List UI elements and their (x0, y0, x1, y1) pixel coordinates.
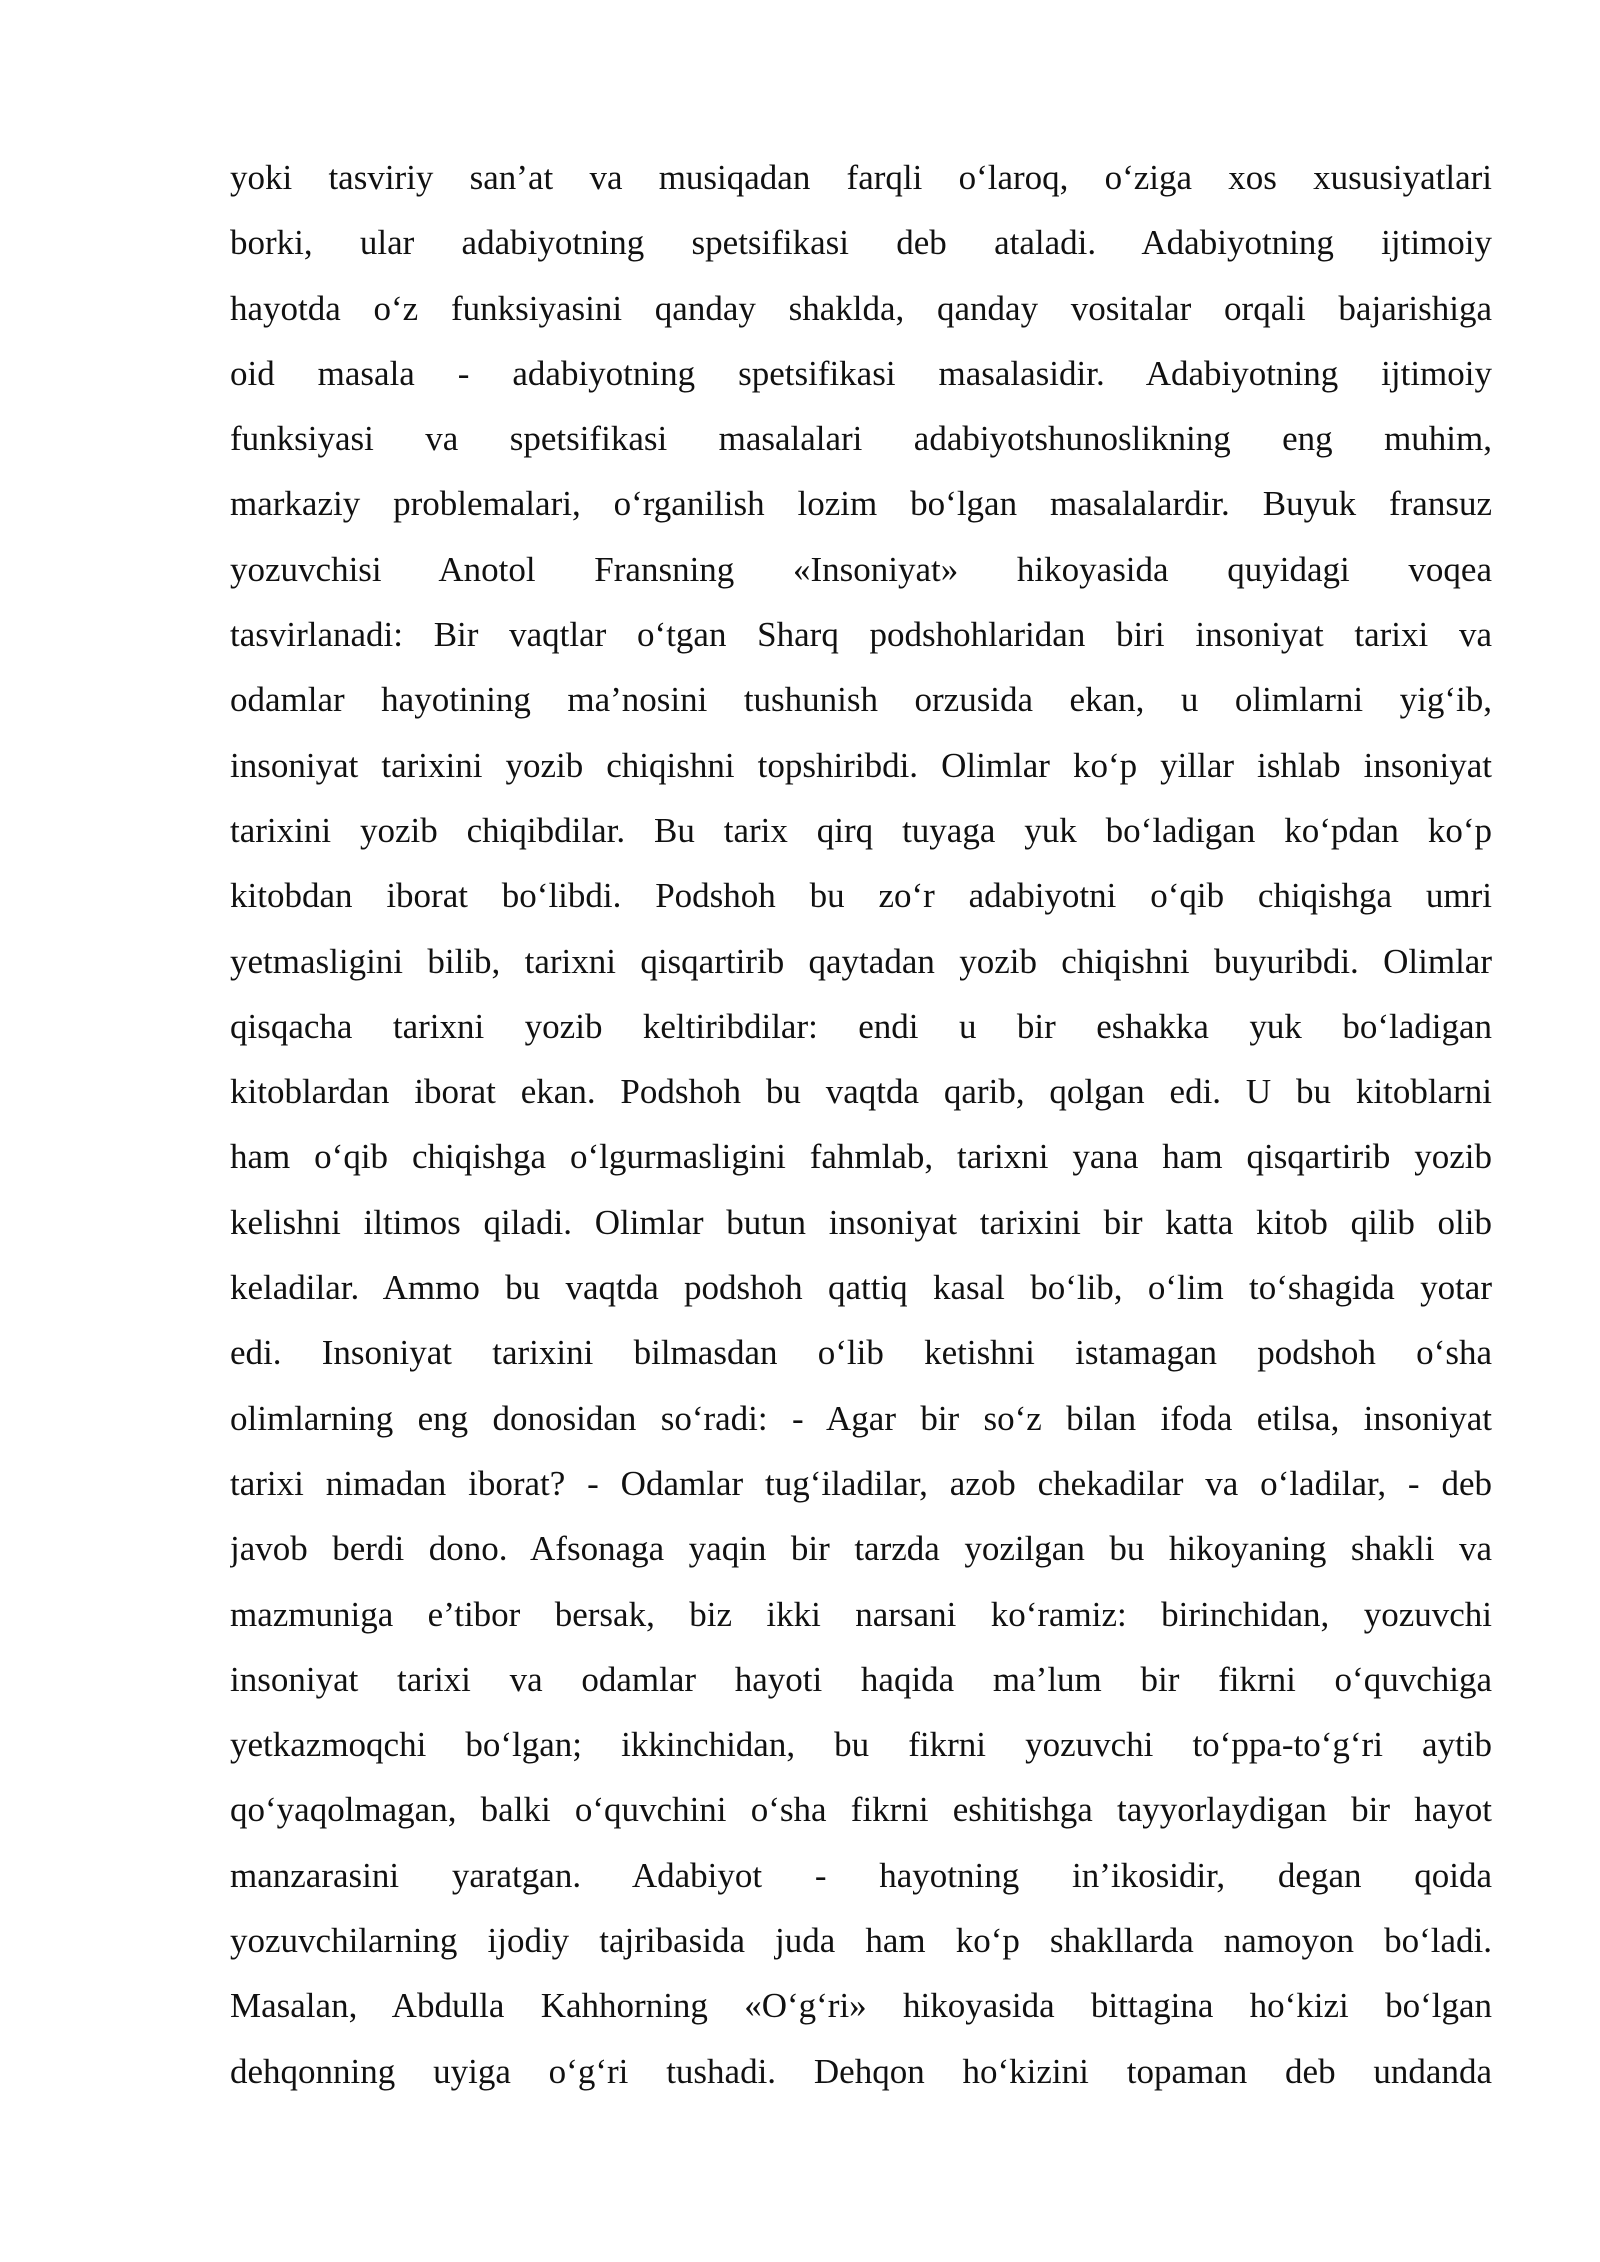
text-line: Masalan, Abdulla Kahhorning «O‘g‘ri» hikoyasida bittagina ho‘kizi bo‘lgan (230, 1986, 1492, 2026)
text-line: yozuvchilarning ijodiy tajribasida juda ham ko‘p shakllarda namoyon bo‘ladi. (230, 1921, 1492, 1961)
text-line: kitobdan iborat bo‘libdi. Podshoh bu zo‘r adabiyotni o‘qib chiqishga umri (230, 876, 1492, 916)
text-line: oid masala - adabiyotning spetsifikasi masalasidir. Adabiyotning ijtimoiy (230, 353, 1492, 393)
text-line: yozuvchisi Anotol Fransning «Insoniyat» hikoyasida quyidagi voqea (230, 549, 1492, 589)
text-line: manzarasini yaratgan. Adabiyot - hayotning in’ikosidir, degan qoida (230, 1855, 1492, 1895)
text-line: ham o‘qib chiqishga o‘lgurmasligini fahmlab, tarixni yana ham qisqartirib yozib (230, 1137, 1492, 1177)
text-line: dehqonning uyiga o‘g‘ri tushadi. Dehqon ho‘kizini topaman deb undanda (230, 2051, 1492, 2091)
text-line: edi. Insoniyat tarixini bilmasdan o‘lib ketishni istamagan podshoh o‘sha (230, 1333, 1492, 1373)
text-line: kitoblardan iborat ekan. Podshoh bu vaqtda qarib, qolgan edi. U bu kitoblarni (230, 1072, 1492, 1112)
text-line: kelishni iltimos qiladi. Olimlar butun insoniyat tarixini bir katta kitob qilib olib (230, 1202, 1492, 1242)
text-line: qo‘yaqolmagan, balki o‘quvchini o‘sha fikrni eshitishga tayyorlaydigan bir hayot (230, 1790, 1492, 1830)
text-line: qisqacha tarixni yozib keltiribdilar: endi u bir eshakka yuk bo‘ladigan (230, 1006, 1492, 1046)
text-line: tarixini yozib chiqibdilar. Bu tarix qirq tuyaga yuk bo‘ladigan ko‘pdan ko‘p (230, 810, 1492, 850)
text-line: borki, ular adabiyotning spetsifikasi deb ataladi. Adabiyotning ijtimoiy (230, 223, 1492, 263)
text-line: yetmasligini bilib, tarixni qisqartirib qaytadan yozib chiqishni buyuribdi. Olimlar (230, 941, 1492, 981)
text-line: funksiyasi va spetsifikasi masalalari adabiyotshunoslikning eng muhim, (230, 419, 1492, 459)
text-line: hayotda o‘z funksiyasini qanday shaklda, qanday vositalar orqali bajarishiga (230, 288, 1492, 328)
text-line: markaziy problemalari, o‘rganilish lozim bo‘lgan masalalardir. Buyuk fransuz (230, 484, 1492, 524)
text-line: keladilar. Ammo bu vaqtda podshoh qattiq kasal bo‘lib, o‘lim to‘shagida yotar (230, 1268, 1492, 1308)
body-text (230, 150, 1492, 2109)
text-line: olimlarning eng donosidan so‘radi: - Agar bir so‘z bilan ifoda etilsa, insoniyat (230, 1398, 1492, 1438)
text-line: mazmuniga e’tibor bersak, biz ikki narsani ko‘ramiz: birinchidan, yozuvchi (230, 1594, 1492, 1634)
text-line: yetkazmoqchi bo‘lgan; ikkinchidan, bu fikrni yozuvchi to‘ppa-to‘g‘ri aytib (230, 1725, 1492, 1765)
text-line: javob berdi dono. Afsonaga yaqin bir tarzda yozilgan bu hikoyaning shakli va (230, 1529, 1492, 1569)
text-line: odamlar hayotining ma’nosini tushunish orzusida ekan, u olimlarni yig‘ib, (230, 680, 1492, 720)
text-line: insoniyat tarixi va odamlar hayoti haqida ma’lum bir fikrni o‘quvchiga (230, 1659, 1492, 1699)
text-line: tarixi nimadan iborat? - Odamlar tug‘iladilar, azob chekadilar va o‘ladilar, - deb (230, 1463, 1492, 1503)
text-line: yoki tasviriy san’at va musiqadan farqli o‘laroq, o‘ziga xos xususiyatlari (230, 158, 1492, 197)
text-line: insoniyat tarixini yozib chiqishni topshiribdi. Olimlar ko‘p yillar ishlab insoniyat (230, 745, 1492, 785)
text-line: tasvirlanadi: Bir vaqtlar o‘tgan Sharq podshohlaridan biri insoniyat tarixi va (230, 615, 1492, 655)
